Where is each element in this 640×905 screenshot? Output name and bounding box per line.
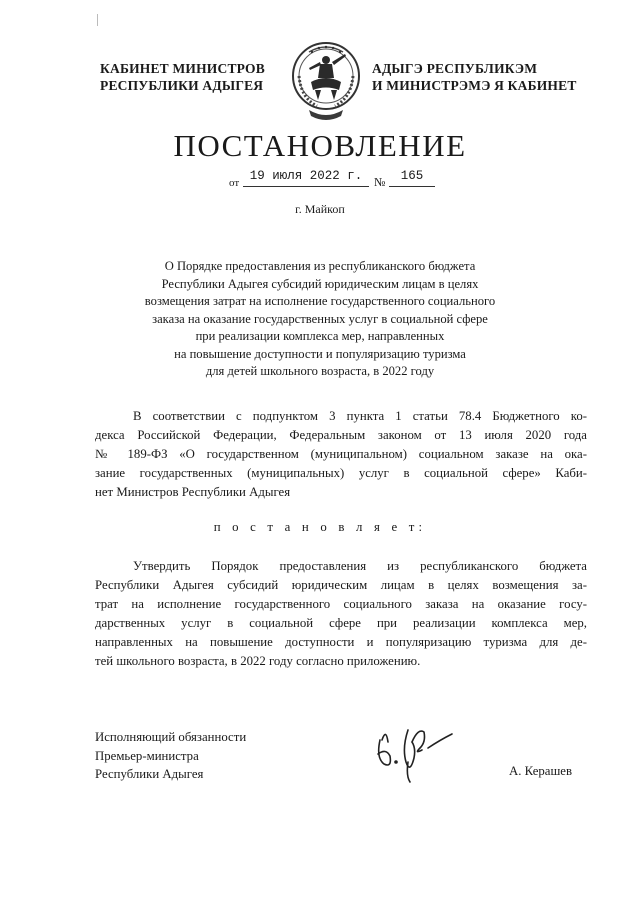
subject-line: для детей школьного возраста, в 2022 году: [205, 364, 435, 378]
paragraph-line: Утвердить Порядок предоставления из республиканского бюджета: [133, 559, 587, 573]
position-line: Республики Адыгея: [95, 767, 204, 781]
paragraph-line: В соответствии с подпунктом 3 пункта 1 статьи 78.4 Бюджетного ко-: [133, 409, 587, 423]
date-number-row: [0, 168, 640, 190]
issuer-line: И МИНИСТРЭМЭ Я КАБИНЕТ: [372, 78, 577, 93]
scan-mark: [97, 14, 98, 26]
document-date: 19 июля 2022 г.: [243, 168, 369, 187]
document-number: 165: [389, 168, 435, 187]
decree-word: п о с т а н о в л я е т:: [213, 520, 427, 534]
subject-line: О Порядке предоставления из республиканского бюджета: [164, 259, 476, 273]
preamble-paragraph: [95, 407, 587, 502]
subject-line: заказа на оказание государственных услуг в социальной сфере: [152, 311, 488, 326]
subject-line: Республики Адыгея субсидий юридическим лицам в целях: [161, 276, 479, 291]
issuer-line: РЕСПУБЛИКИ АДЫГЕЯ: [100, 78, 264, 93]
signatory-position: [95, 728, 246, 784]
coat-of-arms-adygea-icon: [287, 38, 365, 122]
number-sign-label: №: [374, 175, 386, 189]
issuer-line: КАБИНЕТ МИНИСТРОВ: [100, 61, 265, 76]
subject-line: на повышение доступности и популяризацию туризма: [174, 346, 466, 361]
issuer-name-adyghe: [372, 60, 577, 94]
document-type-title: ПОСТАНОВЛЕНИЕ: [173, 128, 467, 163]
place-of-issue: г. Майкоп: [295, 202, 345, 216]
subject-line: при реализации комплекса мер, направленных: [195, 329, 445, 343]
decision-paragraph: [95, 557, 587, 671]
date-prefix-label: от: [229, 177, 240, 189]
paragraph-line: трат на исполнение государственного социального заказа на оказание госу-: [95, 597, 587, 611]
paragraph-line: Республики Адыгея субсидий юридическим лицам в целях возмещения за-: [95, 578, 587, 592]
paragraph-line: нет Министров Республики Адыгея: [95, 485, 291, 499]
issuer-line: АДЫГЭ РЕСПУБЛИКЭМ: [372, 61, 538, 76]
position-line: Исполняющий обязанности: [95, 730, 247, 744]
handwritten-signature: [366, 718, 466, 788]
signer-name: А. Керашев: [509, 764, 573, 778]
paragraph-line: декса Российской Федерации, Федеральным законом от 13 июля 2020 года: [95, 428, 587, 442]
paragraph-line: № 189-ФЗ «О государственном (муниципальном) социальном заказе на ока-: [95, 447, 587, 461]
subject-line: возмещения затрат на исполнение государственного социального: [144, 294, 496, 308]
position-line: Премьер-министра: [95, 748, 199, 763]
paragraph-line: дарственных услуг в социальной сфере при реализации комплекса мер,: [95, 616, 587, 630]
paragraph-line: зание государственных (муниципальных) услуг в социальной сфере» Каби-: [95, 466, 587, 480]
document-subject: [0, 258, 640, 381]
paragraph-line: тей школьного возраста, в 2022 году согласно приложению.: [95, 654, 421, 668]
paragraph-line: направленных на повышение доступности и популяризацию туризма для де-: [95, 635, 587, 649]
issuer-name-russian: [100, 60, 265, 94]
